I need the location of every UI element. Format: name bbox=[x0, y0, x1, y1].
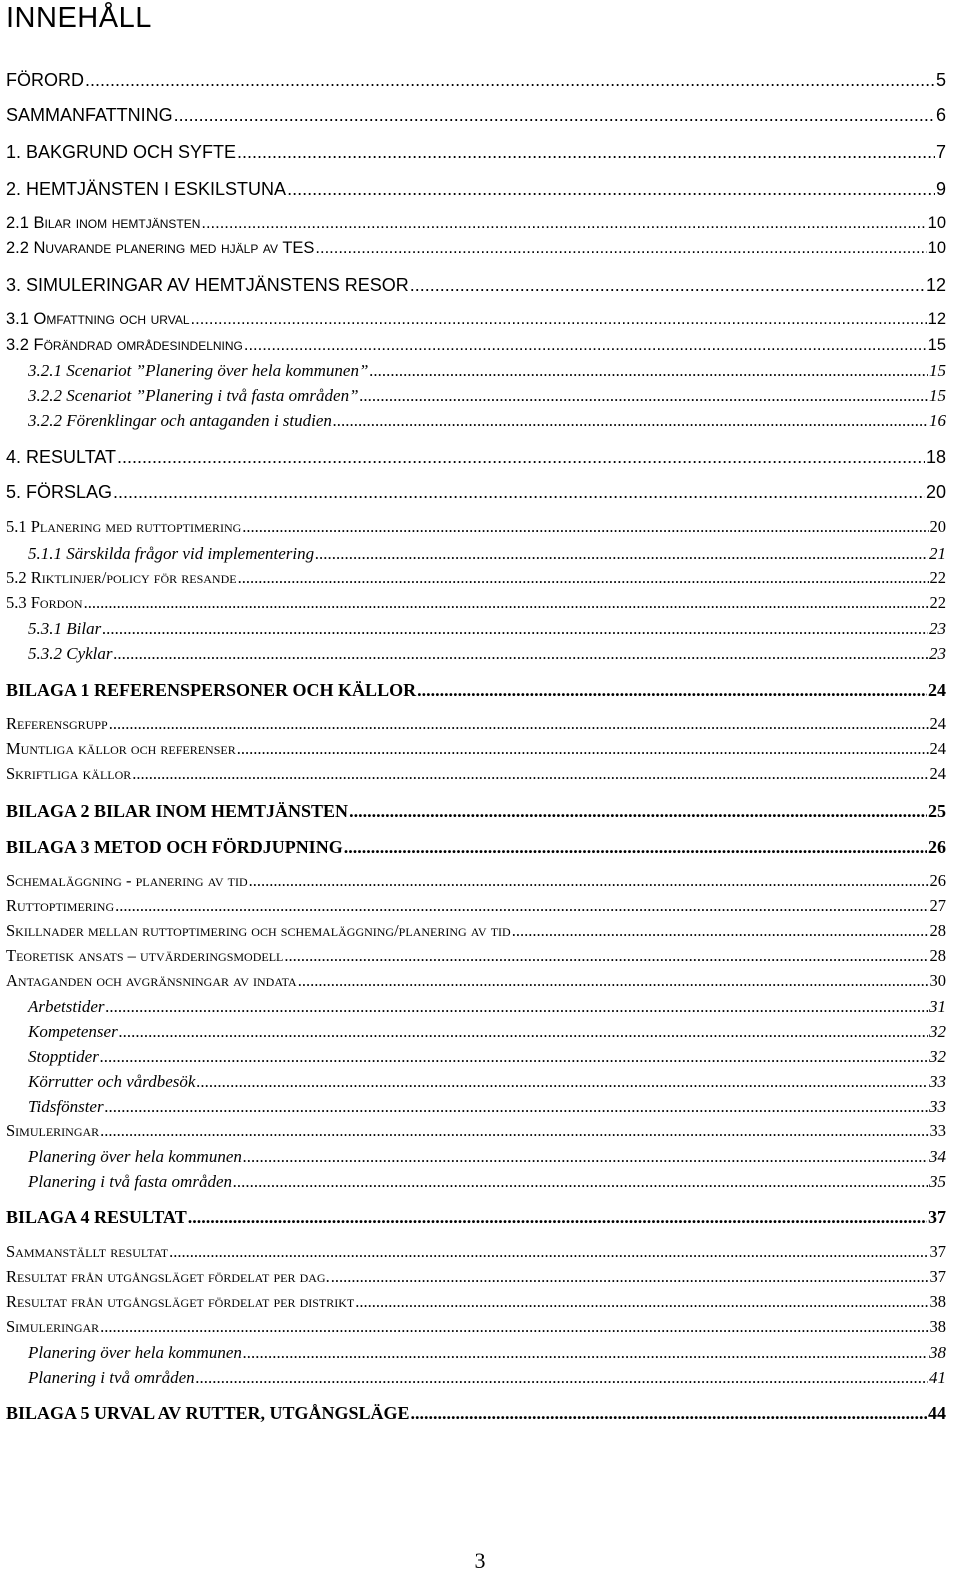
toc-entry[interactable] bbox=[6, 802, 946, 820]
toc-entry-label: 3.2.1 Scenariot ”Planering över hela kommunen” bbox=[28, 361, 369, 380]
toc-entry-label: 3.2.2 Scenariot ”Planering i två fasta områden” bbox=[28, 386, 359, 405]
toc-entry-page: 23 bbox=[929, 619, 946, 638]
toc-entry-page: 38 bbox=[929, 1292, 946, 1311]
toc-entry[interactable] bbox=[6, 215, 946, 232]
toc-leader-dots bbox=[242, 519, 928, 536]
toc-entry-label: SAMMANFATTNING bbox=[6, 105, 173, 125]
toc-entry-page: 37 bbox=[929, 1242, 946, 1261]
toc-entry-page: 33 bbox=[929, 1072, 946, 1091]
toc-entry[interactable] bbox=[6, 873, 946, 890]
toc-entry[interactable] bbox=[6, 1269, 946, 1286]
toc-entry-label: Planering i två fasta områden bbox=[28, 1172, 232, 1191]
toc-entry[interactable] bbox=[6, 898, 946, 915]
toc-leader-dots bbox=[119, 1023, 928, 1040]
toc-leader-dots bbox=[244, 337, 927, 354]
toc-entry-label: Simuleringar bbox=[6, 1317, 100, 1336]
toc-leader-dots bbox=[115, 898, 928, 915]
toc-entry-page: 24 bbox=[929, 764, 946, 783]
toc-entry[interactable] bbox=[6, 448, 946, 466]
toc-leader-dots bbox=[196, 1073, 928, 1090]
toc-entry-label: Teoretisk ansats – utvärderingsmodell bbox=[6, 946, 284, 965]
toc-entry-label: Antaganden och avgränsningar av indata bbox=[6, 971, 297, 990]
toc-leader-dots bbox=[102, 620, 928, 637]
toc-entry[interactable] bbox=[28, 1369, 946, 1386]
toc-leader-dots bbox=[100, 1123, 928, 1140]
toc-entry-label: FÖRORD bbox=[6, 70, 84, 90]
toc-entry[interactable] bbox=[6, 311, 946, 328]
toc-leader-dots bbox=[243, 1148, 928, 1165]
toc-leader-dots bbox=[114, 645, 928, 662]
toc-entry-label: Planering över hela kommunen bbox=[28, 1343, 242, 1362]
toc-entry[interactable] bbox=[6, 276, 946, 294]
toc-entry-page: 6 bbox=[935, 105, 946, 125]
toc-entry-label: 2. HEMTJÄNSTEN I ESKILSTUNA bbox=[6, 179, 287, 199]
toc-entry-page: 7 bbox=[935, 142, 946, 162]
toc-leader-dots bbox=[201, 215, 926, 232]
toc-entry[interactable] bbox=[28, 620, 946, 637]
toc-entry[interactable] bbox=[6, 1319, 946, 1336]
toc-entry-label: Kompetenser bbox=[28, 1022, 118, 1041]
toc-entry-page: 30 bbox=[929, 971, 946, 990]
toc-entry-page: 32 bbox=[929, 1022, 946, 1041]
toc-entry-label: 5.3 Fordon bbox=[6, 593, 83, 612]
toc-leader-dots bbox=[344, 838, 927, 856]
toc-leader-dots bbox=[113, 483, 925, 501]
toc-entry-page: 34 bbox=[929, 1147, 946, 1166]
toc-entry-page: 38 bbox=[929, 1317, 946, 1336]
toc-leader-dots bbox=[315, 545, 928, 562]
toc-title: INNEHÅLL bbox=[6, 2, 152, 34]
toc-leader-dots bbox=[109, 716, 929, 733]
toc-entry-page: 16 bbox=[929, 411, 946, 430]
toc-entry-label: Planering över hela kommunen bbox=[28, 1147, 242, 1166]
toc-entry-label: Resultat från utgångsläget fördelat per dag. bbox=[6, 1267, 330, 1286]
toc-entry-page: 5 bbox=[935, 70, 946, 90]
toc-entry[interactable] bbox=[6, 973, 946, 990]
toc-leader-dots bbox=[298, 973, 929, 990]
toc-leader-dots bbox=[249, 873, 929, 890]
toc-entry[interactable] bbox=[6, 1404, 946, 1422]
toc-entry-page: 41 bbox=[929, 1368, 946, 1387]
toc-entry-page: 38 bbox=[929, 1343, 946, 1362]
toc-entry-page: 24 bbox=[929, 714, 946, 733]
toc-leader-dots bbox=[169, 1244, 928, 1261]
toc-entry[interactable] bbox=[6, 106, 946, 124]
toc-entry-label: Resultat från utgångsläget fördelat per distrikt bbox=[6, 1292, 355, 1311]
toc-entry-label: 3.1 Omfattning och urval bbox=[6, 310, 190, 328]
toc-leader-dots bbox=[174, 106, 935, 124]
toc-entry-page: 35 bbox=[929, 1172, 946, 1191]
toc-leader-dots bbox=[105, 1098, 928, 1115]
toc-leader-dots bbox=[233, 1173, 928, 1190]
toc-leader-dots bbox=[237, 143, 935, 161]
toc-entry[interactable] bbox=[6, 1123, 946, 1140]
toc-entry-label: Muntliga källor och referenser bbox=[6, 739, 236, 758]
toc-entry-label: Körrutter och vårdbesök bbox=[28, 1072, 196, 1091]
toc-leader-dots bbox=[132, 766, 928, 783]
toc-entry-page: 10 bbox=[927, 239, 946, 257]
toc-entry[interactable] bbox=[6, 838, 946, 856]
toc-entry[interactable] bbox=[28, 1148, 946, 1165]
page-number: 3 bbox=[474, 1548, 486, 1573]
toc-entry-label: 5.1 Planering med ruttoptimering bbox=[6, 517, 242, 536]
toc-entry-label: Ruttoptimering bbox=[6, 896, 115, 915]
toc-entry-page: 26 bbox=[929, 871, 946, 890]
toc-leader-dots bbox=[106, 998, 929, 1015]
toc-entry-page: 24 bbox=[928, 680, 946, 700]
toc-entry-page: 23 bbox=[929, 644, 946, 663]
toc-leader-dots bbox=[85, 71, 935, 89]
toc-entry-page: 27 bbox=[929, 896, 946, 915]
toc-entry-page: 22 bbox=[929, 568, 946, 587]
toc-entry[interactable] bbox=[28, 1173, 946, 1190]
toc-entry-label: 5.3.1 Bilar bbox=[28, 619, 102, 638]
toc-entry[interactable] bbox=[28, 1023, 946, 1040]
toc-entry[interactable] bbox=[6, 681, 946, 699]
toc-leader-dots bbox=[315, 240, 926, 257]
toc-entry[interactable] bbox=[6, 1294, 946, 1311]
toc-entry-page: 18 bbox=[925, 447, 946, 467]
toc-leader-dots bbox=[84, 595, 929, 612]
toc-entry-label: Planering i två områden bbox=[28, 1368, 195, 1387]
toc-entry-label: Arbetstider bbox=[28, 997, 105, 1016]
toc-entry-label: Skillnader mellan ruttoptimering och schemaläggning/planering av tid bbox=[6, 921, 511, 940]
toc-entry-label: 3.2 Förändrad områdesindelning bbox=[6, 336, 243, 354]
toc-entry-page: 28 bbox=[929, 946, 946, 965]
toc-entry-label: 2.1 Bilar inom hemtjänsten bbox=[6, 214, 201, 232]
toc-entry-label: 3.2.2 Förenklingar och antaganden i studien bbox=[28, 411, 332, 430]
toc-entry[interactable] bbox=[28, 362, 946, 379]
toc-entry[interactable] bbox=[6, 570, 946, 587]
toc-entry-label: BILAGA 2 BILAR INOM HEMTJÄNSTEN bbox=[6, 801, 349, 821]
toc-entry[interactable] bbox=[28, 412, 946, 429]
toc-entry[interactable] bbox=[6, 1244, 946, 1261]
toc-entry[interactable] bbox=[6, 240, 946, 257]
toc-leader-dots bbox=[331, 1269, 929, 1286]
toc-entry[interactable] bbox=[6, 595, 946, 612]
toc-entry-label: BILAGA 1 REFERENSPERSONER OCH KÄLLOR bbox=[6, 680, 417, 700]
toc-entry-label: Skriftliga källor bbox=[6, 764, 132, 783]
toc-entry-label: 4. RESULTAT bbox=[6, 447, 117, 467]
toc-entry-page: 21 bbox=[929, 544, 946, 563]
toc-entry[interactable] bbox=[6, 716, 946, 733]
toc-entry-page: 31 bbox=[929, 997, 946, 1016]
toc-leader-dots bbox=[284, 948, 928, 965]
toc-entry-page: 37 bbox=[928, 1207, 946, 1227]
toc-entry-page: 33 bbox=[929, 1097, 946, 1116]
toc-entry-page: 20 bbox=[929, 517, 946, 536]
toc-entry-label: 1. BAKGRUND OCH SYFTE bbox=[6, 142, 237, 162]
toc-entry[interactable] bbox=[6, 71, 946, 89]
toc-entry-page: 12 bbox=[925, 275, 946, 295]
toc-entry-page: 9 bbox=[935, 179, 946, 199]
toc-entry-label: BILAGA 4 RESULTAT bbox=[6, 1207, 187, 1227]
toc-entry[interactable] bbox=[28, 1048, 946, 1065]
toc-entry-label: 5.2 Riktlinjer/policy för resande bbox=[6, 568, 237, 587]
toc-leader-dots bbox=[237, 741, 929, 758]
toc-leader-dots bbox=[369, 362, 928, 379]
toc-leader-dots bbox=[360, 387, 928, 404]
toc-entry[interactable] bbox=[6, 741, 946, 758]
toc-entry-label: Stopptider bbox=[28, 1047, 99, 1066]
toc-entry-page: 44 bbox=[928, 1403, 946, 1423]
toc-leader-dots bbox=[117, 448, 925, 466]
toc-entry-page: 25 bbox=[928, 801, 946, 821]
toc-entry[interactable] bbox=[6, 923, 946, 940]
toc-leader-dots bbox=[417, 681, 927, 699]
toc-leader-dots bbox=[333, 412, 928, 429]
toc-entry[interactable] bbox=[6, 483, 946, 501]
toc-leader-dots bbox=[100, 1048, 928, 1065]
toc-entry[interactable] bbox=[6, 337, 946, 354]
toc-leader-dots bbox=[355, 1294, 928, 1311]
toc-entry[interactable] bbox=[6, 519, 946, 536]
toc-leader-dots bbox=[243, 1344, 928, 1361]
toc-entry-label: 2.2 Nuvarande planering med hjälp av TES bbox=[6, 239, 315, 257]
toc-entry-label: Tidsfönster bbox=[28, 1097, 104, 1116]
toc-entry[interactable] bbox=[6, 948, 946, 965]
toc-leader-dots bbox=[191, 311, 927, 328]
toc-entry-label: 5. FÖRSLAG bbox=[6, 482, 113, 502]
toc-entry[interactable] bbox=[28, 998, 946, 1015]
toc-leader-dots bbox=[287, 180, 935, 198]
toc-entry-page: 15 bbox=[929, 361, 946, 380]
toc-entry-page: 10 bbox=[927, 214, 946, 232]
toc-entry-page: 20 bbox=[925, 482, 946, 502]
toc-entry-page: 28 bbox=[929, 921, 946, 940]
toc-entry-page: 32 bbox=[929, 1047, 946, 1066]
toc-entry-label: BILAGA 3 METOD OCH FÖRDJUPNING bbox=[6, 837, 343, 857]
toc-entry[interactable] bbox=[28, 387, 946, 404]
toc-entry-page: 12 bbox=[927, 310, 946, 328]
toc-entry[interactable] bbox=[28, 1344, 946, 1361]
toc-leader-dots bbox=[410, 276, 925, 294]
toc-entry[interactable] bbox=[6, 1208, 946, 1226]
toc-entry-label: Simuleringar bbox=[6, 1121, 100, 1140]
toc-entry-page: 26 bbox=[928, 837, 946, 857]
toc-entry-label: Schemaläggning - planering av tid bbox=[6, 871, 248, 890]
toc-leader-dots bbox=[512, 923, 929, 940]
toc-entry-label: Sammanställt resultat bbox=[6, 1242, 169, 1261]
toc-leader-dots bbox=[349, 802, 927, 820]
toc-entry-page: 15 bbox=[927, 336, 946, 354]
toc-leader-dots bbox=[410, 1404, 927, 1422]
toc-entry[interactable] bbox=[28, 1098, 946, 1115]
toc-entry-label: 5.3.2 Cyklar bbox=[28, 644, 113, 663]
toc-leader-dots bbox=[188, 1208, 927, 1226]
toc-entry-label: 5.1.1 Särskilda frågor vid implementering bbox=[28, 544, 315, 563]
toc-entry[interactable] bbox=[28, 1073, 946, 1090]
toc-entry-label: 3. SIMULERINGAR AV HEMTJÄNSTENS RESOR bbox=[6, 275, 409, 295]
toc-entry[interactable] bbox=[6, 180, 946, 198]
toc-entry-page: 37 bbox=[929, 1267, 946, 1286]
toc-entry-label: BILAGA 5 URVAL AV RUTTER, UTGÅNGSLÄGE bbox=[6, 1403, 410, 1423]
toc-leader-dots bbox=[238, 570, 929, 587]
toc-entry[interactable] bbox=[28, 545, 946, 562]
toc-entry-page: 24 bbox=[929, 739, 946, 758]
toc-entry-label: Referensgrupp bbox=[6, 714, 108, 733]
toc-entry[interactable] bbox=[28, 645, 946, 662]
toc-entry[interactable] bbox=[6, 766, 946, 783]
toc-entry-page: 22 bbox=[929, 593, 946, 612]
toc-entry-page: 15 bbox=[929, 386, 946, 405]
toc-entry-page: 33 bbox=[929, 1121, 946, 1140]
toc-leader-dots bbox=[196, 1369, 928, 1386]
toc-leader-dots bbox=[100, 1319, 928, 1336]
toc-entry[interactable] bbox=[6, 143, 946, 161]
